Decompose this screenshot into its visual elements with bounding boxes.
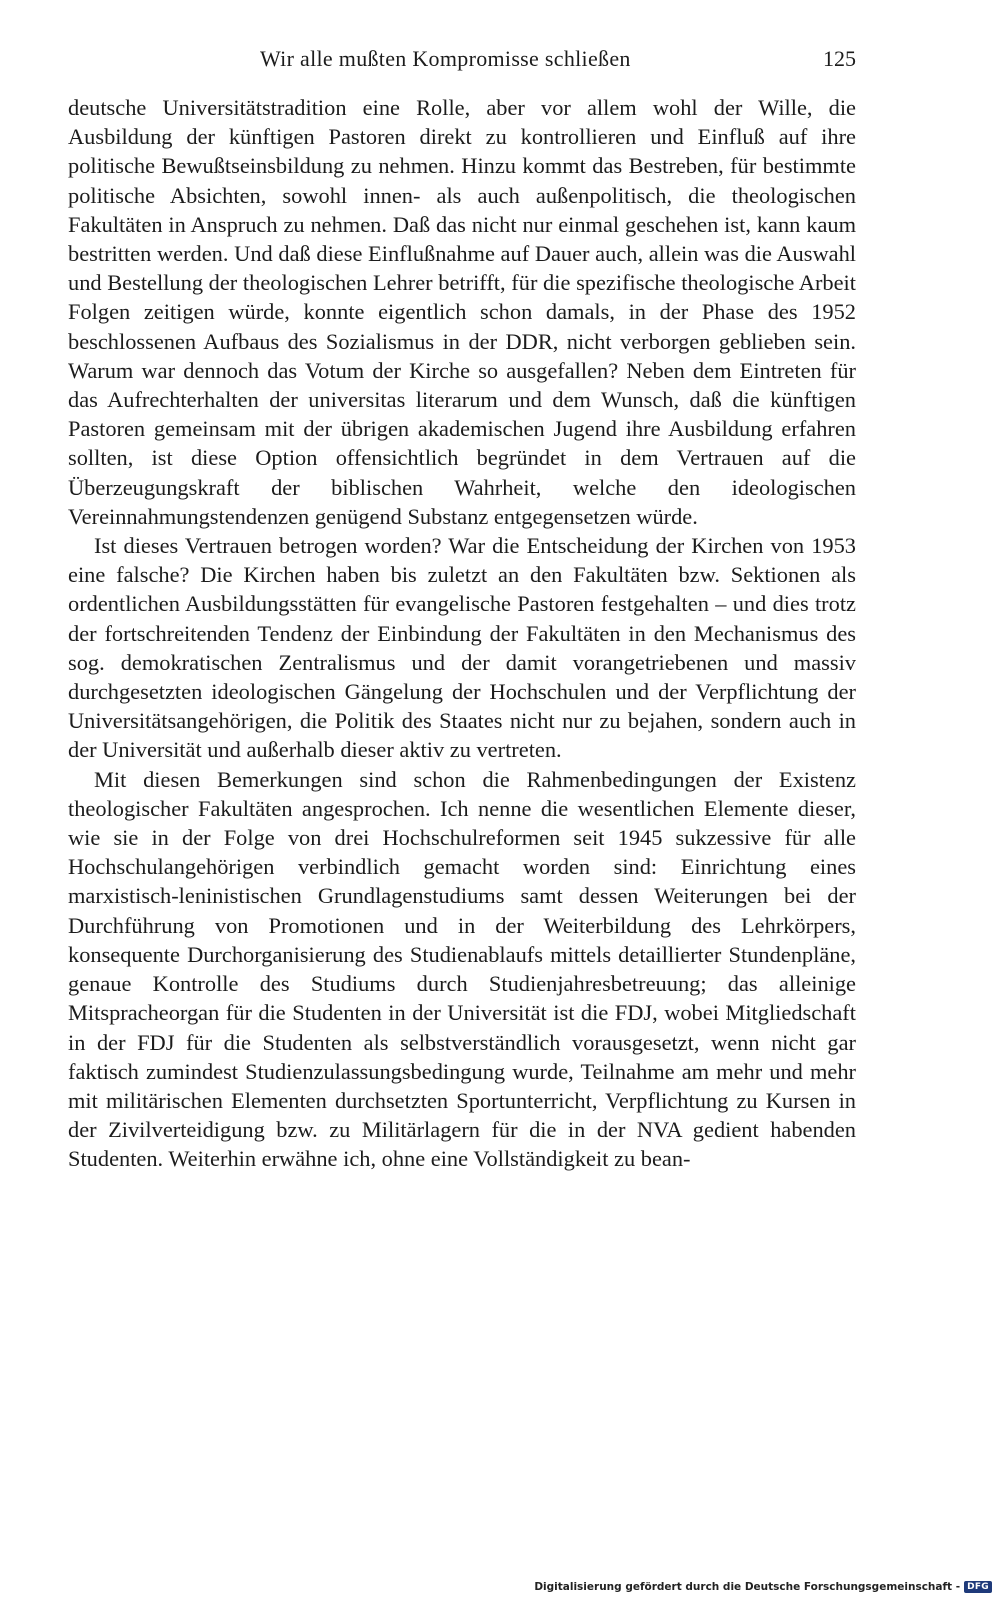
paragraph-1: deutsche Universitätstradition eine Rolle, aber vor allem wohl der Wille, die Ausbildung der künftigen Pastoren direkt zu kontrollieren und Einfluß auf ihre politische Bewußtseinsbildung zu nehmen. Hinzu kommt das Bestreben, für bestimmte politische Absichten, sowohl innen- als auch außenpolitisch, die theologischen Fakultäten in Anspruch zu nehmen. Daß das nicht nur einmal geschehen ist, kann kaum bestritten werden. Und daß diese Einflußnahme auf Dauer auch, allein was die Auswahl und Bestellung der theologischen Lehrer betrifft, für die spezifische theologische Arbeit Folgen zeitigen würde, konnte eigentlich schon damals, in der Phase des 1952 beschlossenen Aufbaus des Sozialismus in der DDR, nicht verborgen geblieben sein. Warum war dennoch das Votum der Kirche so ausgefallen? Neben dem Eintreten für das Aufrechterhalten der universitas literarum und dem Wunsch, daß die künftigen Pastoren gemeinsam mit der übrigen akademischen Jugend ihre Ausbildung erfahren sollten, ist diese Option offensichtlich begründet in dem Vertrauen auf die Überzeugungskraft der biblischen Wahrheit, welche den ideologischen Vereinnahmungstendenzen genügend Substanz entgegensetzen würde. <box>68 95 856 529</box>
running-head <box>68 46 856 80</box>
page-number: 125 <box>823 46 856 71</box>
body-text <box>68 93 856 1174</box>
credit-text: Digitalisierung gefördert durch die Deutsche Forschungsgemeinschaft - <box>534 1581 961 1593</box>
paragraph-2: Ist dieses Vertrauen betrogen worden? War die Entscheidung der Kirchen von 1953 eine falsche? Die Kirchen haben bis zuletzt an den Fakultäten bzw. Sektionen als ordentlichen Ausbildungsstätten für evangelische Pastoren festgehalten – und dies trotz der fortschreitenden Tendenz der Einbindung der Fakultäten in den Mechanismus des sog. demokratischen Zentralismus und der damit vorangetriebenen und massiv durchgesetzten ideologischen Gängelung der Hochschulen und der Verpflichtung der Universitätsangehörigen, die Politik des Staates nicht nur zu bejahen, sondern auch in der Universität und außerhalb dieser aktiv zu vertreten. <box>68 533 856 763</box>
running-title: Wir alle mußten Kompromisse schließen <box>260 46 631 71</box>
digitization-credit <box>534 1581 992 1593</box>
dfg-logo: DFG <box>964 1581 992 1593</box>
paragraph-3: Mit diesen Bemerkungen sind schon die Rahmenbedingungen der Existenz theologischer Fakultäten angesprochen. Ich nenne die wesentlichen Elemente dieser, wie sie in der Folge von drei Hochschulreformen seit 1945 sukzessive für alle Hochschulangehörigen verbindlich gemacht worden sind: Einrichtung eines marxistisch-leninistischen Grundlagenstudiums samt dessen Weiterungen bei der Durchführung von Promotionen und in der Weiterbildung des Lehrkörpers, konsequente Durchorganisierung des Studienablaufs mittels detaillierter Stundenpläne, genaue Kontrolle des Studiums durch Studienjahresbetreuung; das alleinige Mitspracheorgan für die Studenten in der Universität ist die FDJ, wobei Mitgliedschaft in der FDJ für die Studenten als selbstverständlich vorausgesetzt, wenn nicht gar faktisch zumindest Studienzulassungsbedingung wurde, Teilnahme am mehr und mehr mit militärischen Elementen durchsetzten Sportunterricht, Verpflichtung zu Kursen in der Zivilverteidigung bzw. zu Militärlagern für die in der NVA gedient habenden Studenten. Weiterhin erwähne ich, ohne eine Vollständigkeit zu bean- <box>68 766 856 1172</box>
